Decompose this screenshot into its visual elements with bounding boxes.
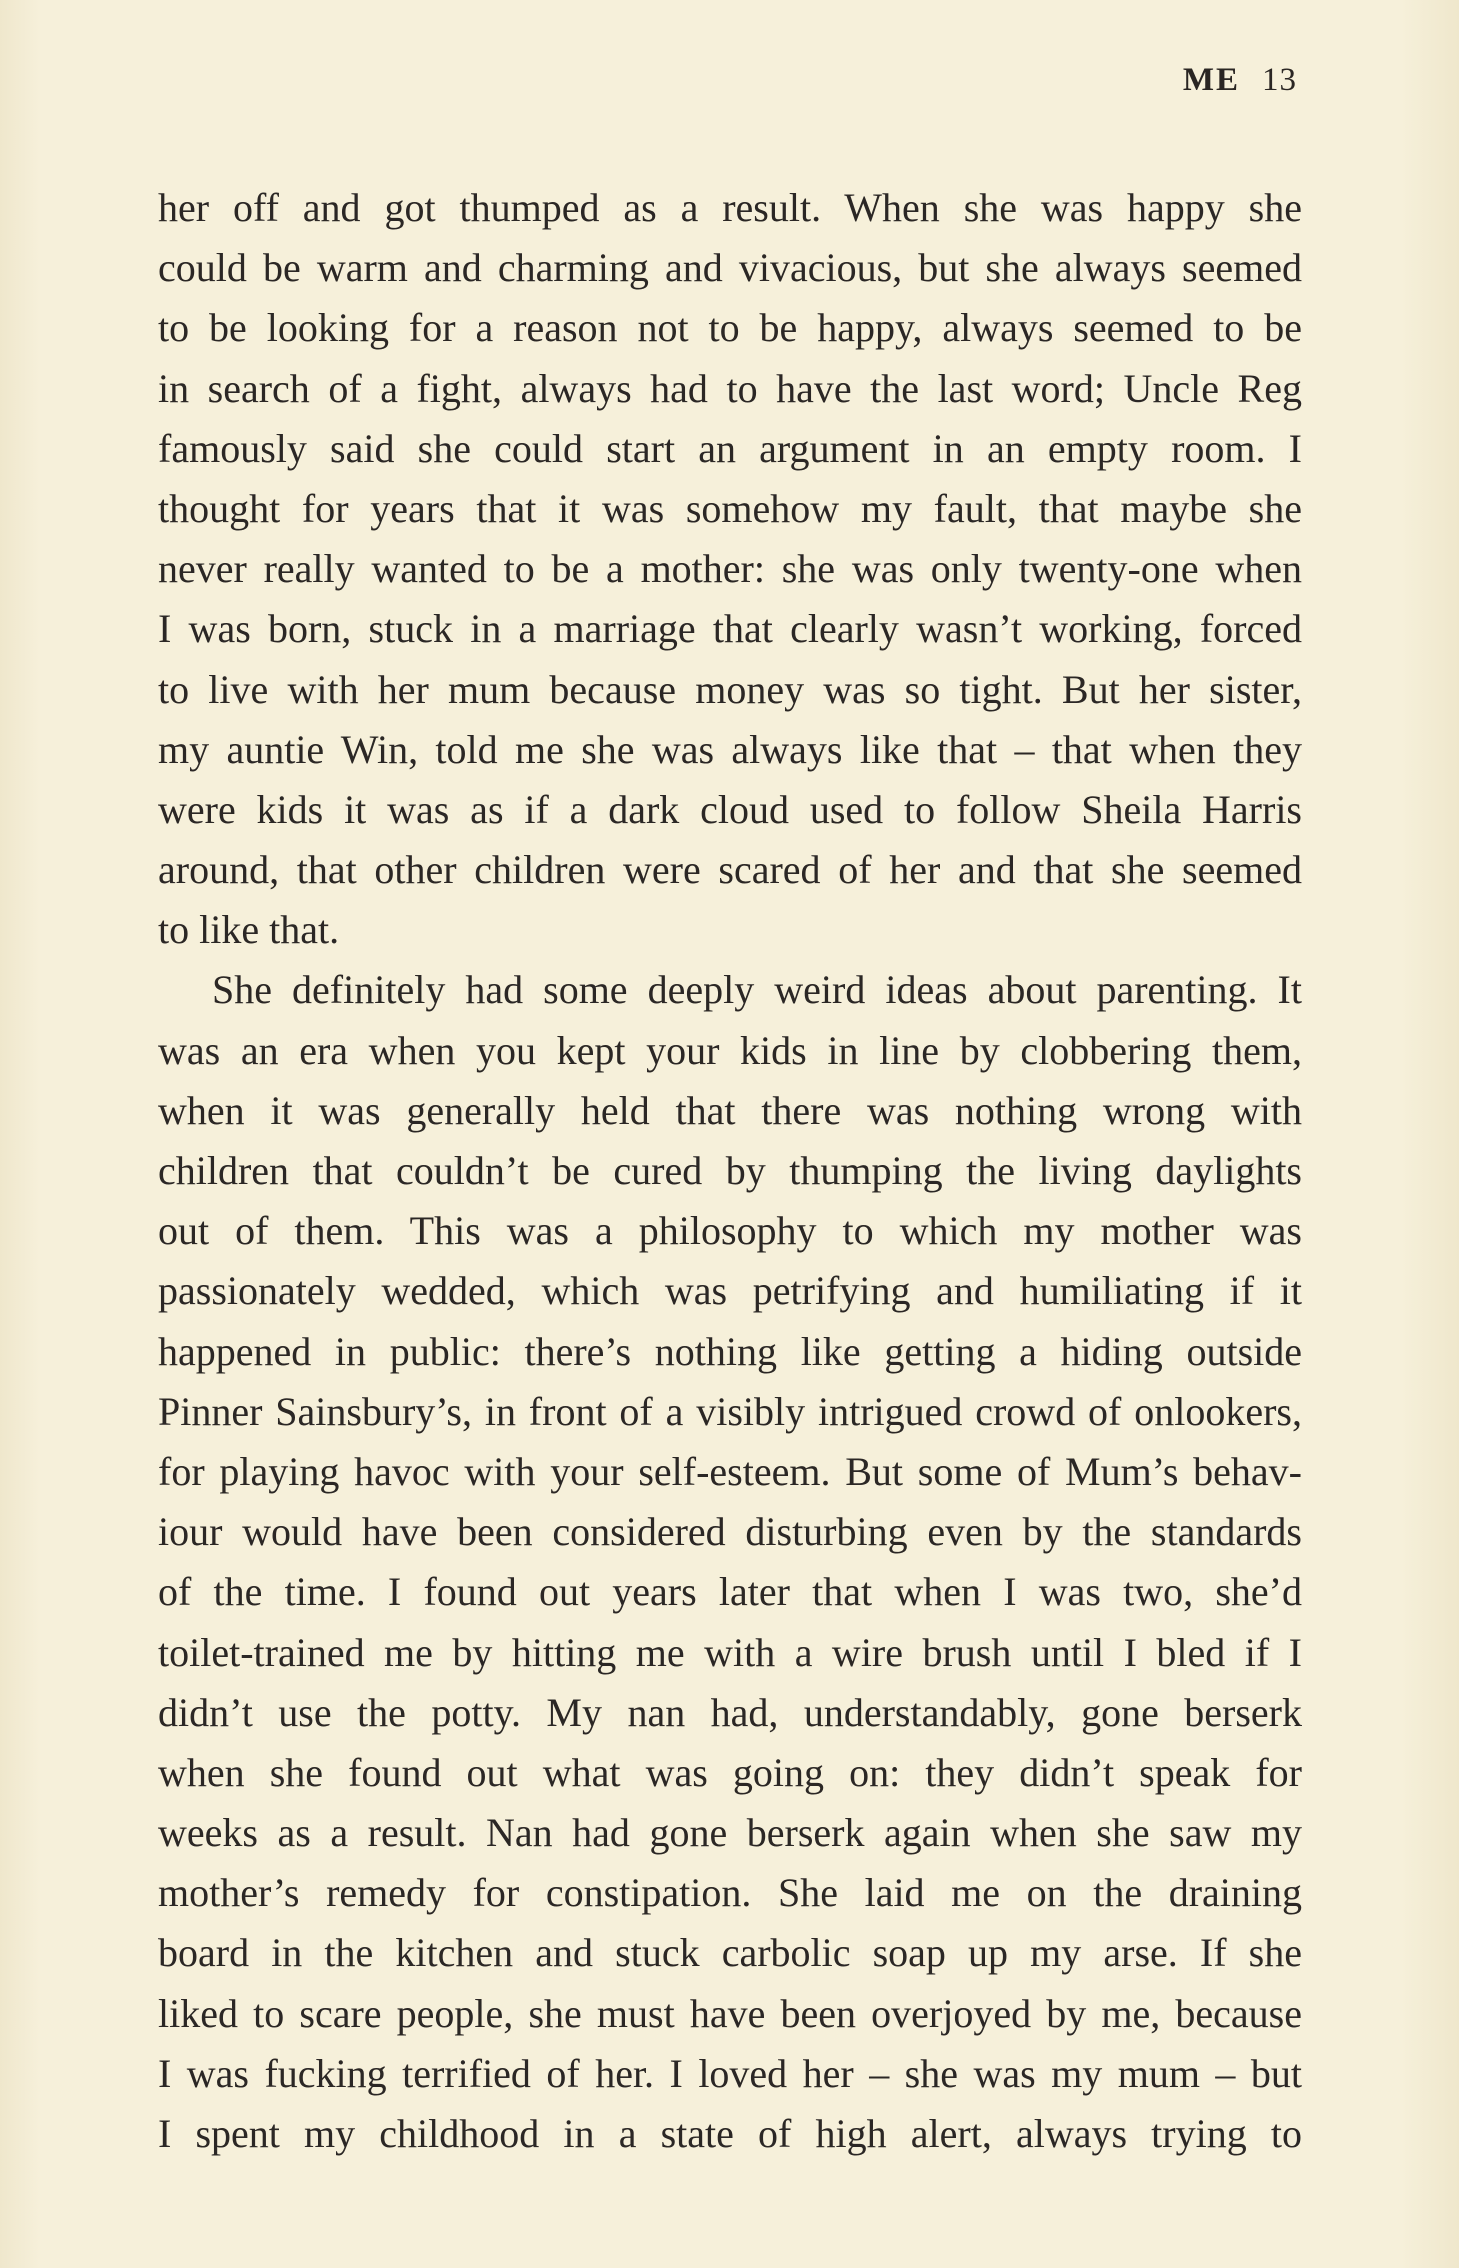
text-line: her off and got thumped as a result. When she was happy she bbox=[158, 185, 1302, 230]
paragraph-1 bbox=[158, 178, 1302, 960]
running-title: ME bbox=[1182, 62, 1240, 98]
text-line: mother’s remedy for constipation. She laid me on the draining bbox=[158, 1870, 1302, 1916]
text-line: famously said she could start an argument in an empty room. I bbox=[158, 425, 1302, 471]
text-line: toilet-trained me by hitting me with a wire brush until I bled if I bbox=[158, 1629, 1302, 1675]
body-text bbox=[158, 178, 1302, 2164]
text-line: to live with her mum because money was so tight. But her sister, bbox=[158, 666, 1302, 712]
page-header bbox=[1183, 62, 1297, 99]
text-line: passionately wedded, which was petrifying and humiliating if it bbox=[158, 1268, 1302, 1314]
page-number: 13 bbox=[1262, 62, 1297, 98]
text-line: thought for years that it was somehow my fault, that maybe she bbox=[158, 485, 1302, 531]
text-line: to be looking for a reason not to be happy, always seemed to be bbox=[158, 305, 1302, 351]
text-line: didn’t use the potty. My nan had, understandably, gone berserk bbox=[158, 1689, 1302, 1735]
text-line: never really wanted to be a mother: she was only twenty-one when bbox=[158, 546, 1302, 592]
text-line: iour would have been considered disturbing even by the standards bbox=[158, 1509, 1302, 1555]
text-line: I was fucking terrified of her. I loved her – she was my mum – but bbox=[158, 2050, 1302, 2096]
text-line: my auntie Win, told me she was always like that – that when they bbox=[158, 726, 1302, 772]
text-line: weeks as a result. Nan had gone berserk again when she saw my bbox=[158, 1810, 1302, 1856]
text-line: board in the kitchen and stuck carbolic soap up my arse. If she bbox=[158, 1930, 1302, 1976]
text-line: when she found out what was going on: they didn’t speak for bbox=[158, 1749, 1302, 1795]
text-line: of the time. I found out years later that when I was two, she’d bbox=[158, 1569, 1302, 1615]
text-line: around, that other children were scared of her and that she seemed bbox=[158, 847, 1302, 893]
text-line: She definitely had some deeply weird ideas about parenting. It bbox=[212, 967, 1302, 1013]
text-line: for playing havoc with your self-esteem. But some of Mum’s behav- bbox=[158, 1448, 1302, 1494]
text-line: children that couldn’t be cured by thumping the living daylights bbox=[158, 1148, 1302, 1193]
text-line: was an era when you kept your kids in line by clobbering them, bbox=[158, 1027, 1302, 1073]
text-line: to like that. bbox=[158, 907, 340, 953]
text-line: out of them. This was a philosophy to which my mother was bbox=[158, 1208, 1302, 1254]
paragraph-2 bbox=[158, 960, 1302, 2164]
text-line: happened in public: there’s nothing like getting a hiding outside bbox=[158, 1328, 1302, 1374]
text-line: Pinner Sainsbury’s, in front of a visibly intrigued crowd of onlookers, bbox=[158, 1388, 1302, 1434]
text-line: I was born, stuck in a marriage that clearly wasn’t working, forced bbox=[158, 606, 1302, 652]
text-line: were kids it was as if a dark cloud used to follow Sheila Harris bbox=[158, 786, 1302, 832]
text-line: when it was generally held that there was nothing wrong with bbox=[158, 1087, 1302, 1133]
text-line: I spent my childhood in a state of high alert, always trying to bbox=[158, 2111, 1302, 2156]
text-line: could be warm and charming and vivacious, but she always seemed bbox=[158, 245, 1302, 291]
text-line: in search of a fight, always had to have the last word; Uncle Reg bbox=[158, 365, 1302, 411]
text-line: liked to scare people, she must have been overjoyed by me, because bbox=[158, 1990, 1302, 2036]
